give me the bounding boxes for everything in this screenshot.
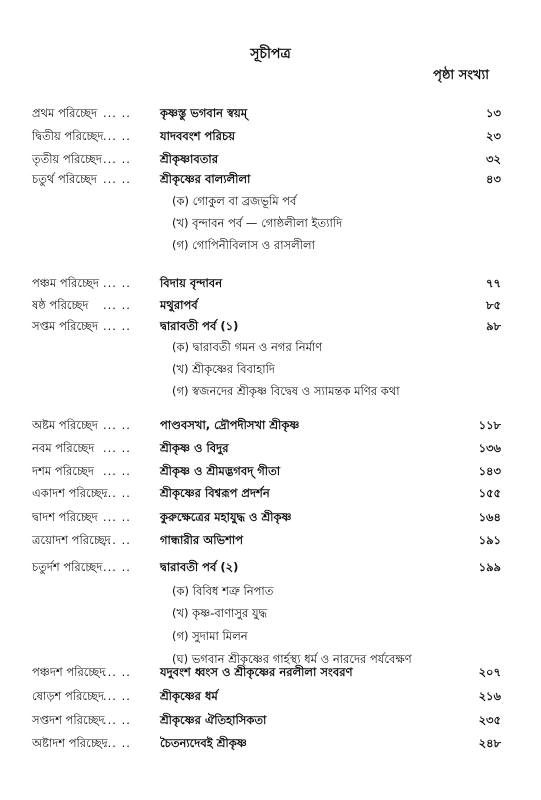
chapter-topic: শ্রীকৃষ্ণের বাল্যলীলা [160,172,251,186]
leader-dots: ... .. [103,441,131,455]
toc-row [0,437,541,459]
leader-dots: ... .. [103,713,131,727]
page-number: ২৩ [486,129,501,143]
toc-row [0,529,541,551]
leader-dots: ... .. [103,689,131,703]
page-number: ১৯৯ [478,560,501,574]
page-number-column-header: পৃষ্ঠা সংখ্যা [433,68,489,83]
page-number: ১৬৪ [478,510,501,524]
toc-subitem: (ক) বিবিধ শত্রু নিপাত [172,584,274,598]
leader-dots: ... .. [103,560,131,574]
page-number: ৮৫ [486,298,501,312]
page-number: ১১৮ [478,418,501,432]
chapter-label: ষোড়শ পরিচ্ছেদ [32,689,104,703]
leader-dots: ... .. [103,533,131,547]
toc-subitem: (ক) গোকুল বা ব্রজভূমি পর্ব [172,194,297,208]
toc-row [0,506,541,528]
page-number: ১৪৩ [478,464,501,478]
page-title: সূচীপত্র [250,46,291,62]
leader-dots: ... .. [103,152,131,166]
chapter-label: পঞ্চদশ পরিচ্ছেদ [32,665,106,679]
chapter-topic: চৈতন্যদেবই শ্রীকৃষ্ণ [160,736,247,750]
chapter-topic: বিদায় বৃন্দাবন [160,276,223,290]
chapter-label: সপ্তম পরিচ্ছেদ [32,319,99,333]
toc-subitem: (গ) গোপিনীবিলাস ও রাসলীলা [172,238,315,252]
toc-row [0,709,541,731]
leader-dots: ... .. [103,106,131,120]
toc-subitem: (ক) দ্বারাবতী গমন ও নগর নির্মাণ [172,340,323,354]
leader-dots: ... .. [103,172,131,186]
toc-row [0,482,541,504]
leader-dots: ... .. [103,486,131,500]
leader-dots: ... .. [103,298,131,312]
chapter-label: চতুর্দশ পরিচ্ছেদ [32,560,103,574]
chapter-topic: কৃষ্ণস্তু ভগবান স্বয়ম্ [160,106,248,120]
leader-dots: ... .. [103,319,131,333]
toc-subitem: (ঘ) ভগবান শ্রীকৃষ্ণের গার্হস্থ্য ধর্ম ও নারদের পর্যবেক্ষণ [172,652,412,666]
chapter-label: একাদশ পরিচ্ছেদ [32,486,108,500]
toc-row [0,148,541,170]
page-number: ২০৭ [478,665,501,679]
page-number: ২১৬ [478,689,501,703]
page-number: ১৩৬ [478,441,501,455]
chapter-label: তৃতীয় পরিচ্ছেদ [32,152,102,166]
page-number: ৩২ [486,152,501,166]
toc-row [0,272,541,294]
chapter-label: দশম পরিচ্ছেদ [32,464,94,478]
chapter-topic: শ্রীকৃষ্ণাবতার [160,152,219,166]
toc-row [0,294,541,316]
chapter-label: পঞ্চম পরিচ্ছেদ [32,276,99,290]
leader-dots: ... .. [103,665,131,679]
toc-subitem: (খ) বৃন্দাবন পর্ব — গোষ্ঠলীলা ইত্যাদি [172,216,343,230]
chapter-topic: শ্রীকৃষ্ণ ও শ্রীমদ্ভগবদ্ গীতা [160,464,281,478]
chapter-label: প্রথম পরিচ্ছেদ [32,106,98,120]
chapter-topic: পাণ্ডবসখা, দ্রৌপদীসখা শ্রীকৃষ্ণ [160,418,300,432]
leader-dots: ... .. [103,129,131,143]
leader-dots: ... .. [103,418,131,432]
toc-row [0,125,541,147]
page-number: ২৩৫ [478,713,501,727]
leader-dots: ... .. [103,276,131,290]
chapter-label: নবম পরিচ্ছেদ [32,441,95,455]
chapter-topic: মথুরাপর্ব [160,298,198,312]
toc-row [0,732,541,754]
page-number: ১৩ [486,106,501,120]
toc-subitem: (গ) সুদামা মিলন [172,629,248,643]
toc-row [0,685,541,707]
leader-dots: ... .. [103,736,131,750]
chapter-topic: শ্রীকৃষ্ণের ঐতিহাসিকতা [160,713,267,727]
chapter-label: অষ্টম পরিচ্ছেদ [32,418,98,432]
chapter-label: অষ্টাদশ পরিচ্ছেদ [32,736,108,750]
page-number: ১৯১ [478,533,501,547]
chapter-topic: দ্বারাবতী পর্ব (১) [160,319,239,333]
chapter-topic: যদুবংশ ধ্বংস ও শ্রীকৃষ্ণের নরলীলা সংবরণ [160,665,353,679]
toc-row [0,168,541,190]
leader-dots: ... .. [103,464,131,478]
chapter-label: ত্রয়োদশ পরিচ্ছেদ [32,533,111,547]
page-number: ১৫৫ [478,486,501,500]
chapter-topic: গান্ধারীর অভিশাপ [160,533,244,547]
chapter-label: সপ্তদশ পরিচ্ছেদ [32,713,105,727]
chapter-topic: শ্রীকৃষ্ণের ধর্ম [160,689,218,703]
toc-row [0,556,541,578]
toc-row [0,315,541,337]
page-number: ৪৩ [486,172,501,186]
toc-subitem: (গ) স্বজনদের শ্রীকৃষ্ণ বিদ্বেষ ও স্যামন্তক মণির কথা [172,384,400,398]
chapter-topic: শ্রীকৃষ্ণ ও বিদুর [160,441,229,455]
toc-row [0,460,541,482]
chapter-topic: যাদববংশ পরিচয় [160,129,235,143]
page-number: ৭৭ [486,276,501,290]
chapter-topic: কুরুক্ষেত্রের মহাযুদ্ধ ও শ্রীকৃষ্ণ [160,510,292,524]
chapter-topic: দ্বারাবতী পর্ব (২) [160,560,239,574]
leader-dots: ... .. [103,510,131,524]
toc-subitem: (খ) শ্রীকৃষ্ণের বিবাহাদি [172,362,275,376]
chapter-label: চতুর্থ পরিচ্ছেদ [32,172,97,186]
chapter-label: ষষ্ঠ পরিচ্ছেদ [32,298,89,312]
toc-subitem: (খ) কৃষ্ণ-বাণাসুর যুদ্ধ [172,606,268,620]
chapter-topic: শ্রীকৃষ্ণের বিশ্বরূপ প্রদর্শন [160,486,270,500]
chapter-label: দ্বিতীয় পরিচ্ছেদ [32,129,104,143]
toc-row [0,414,541,436]
page-number: ৯৮ [486,319,501,333]
page-number: ২৪৮ [478,736,501,750]
toc-row [0,102,541,124]
chapter-label: দ্বাদশ পরিচ্ছেদ [32,510,98,524]
